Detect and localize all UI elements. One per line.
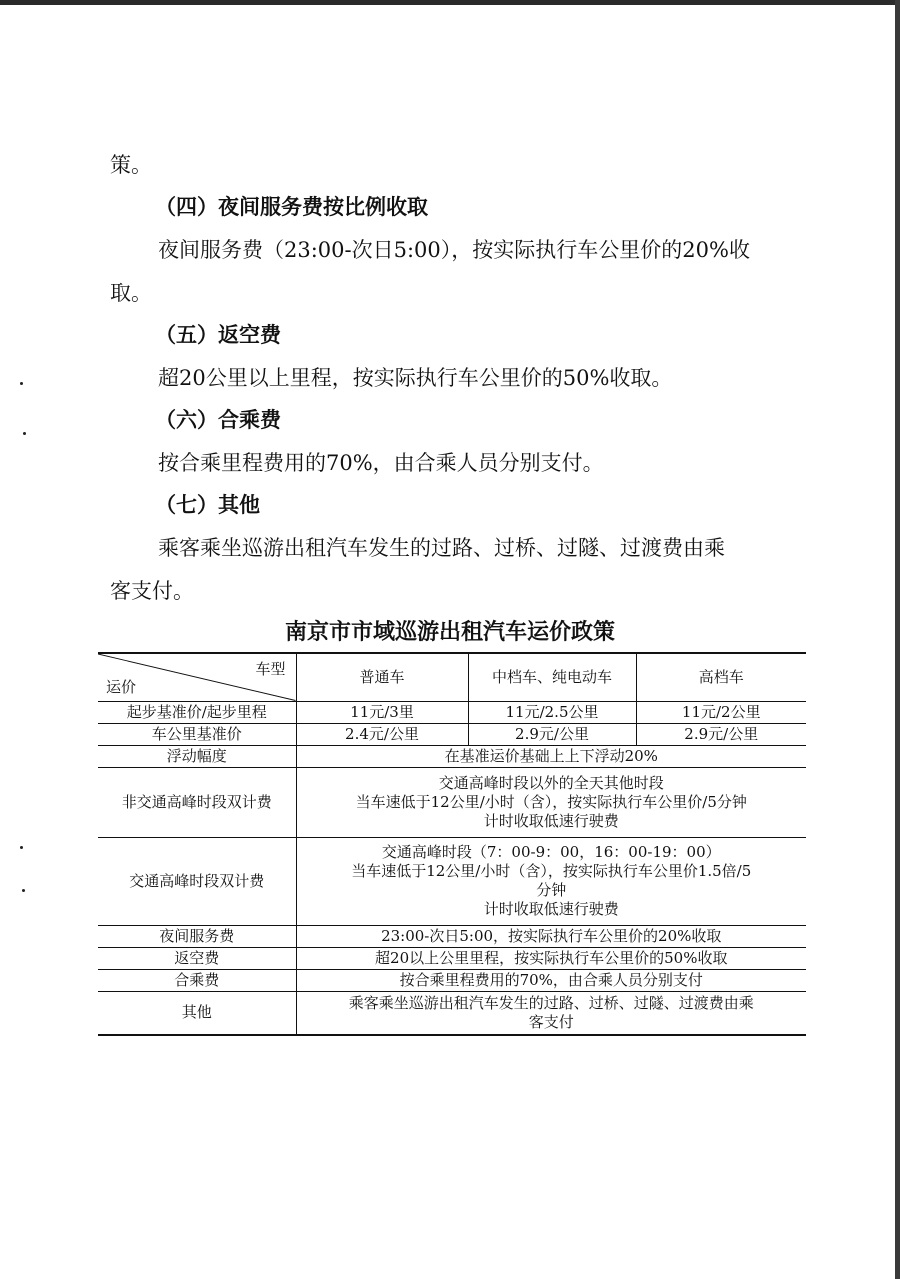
row-label: 非交通高峰时段双计费: [98, 767, 296, 837]
cell-text-line: 乘客乘坐巡游出租汽车发生的过路、过桥、过隧、过渡费由乘: [348, 993, 754, 1012]
table-cell: 2.9元/公里: [636, 723, 806, 745]
cell-text-line: 当车速低于12公里/小时（含），按实际执行车公里价1.5倍/5: [351, 862, 752, 880]
table-title: 南京市市域巡游出租汽车运价政策: [284, 620, 615, 645]
column-header: 普通车: [296, 653, 468, 701]
row-label: 合乘费: [98, 969, 296, 991]
paragraph-line: 客支付。: [110, 579, 194, 603]
scan-speck: [23, 432, 26, 435]
scan-speck: [20, 846, 23, 849]
paragraph-line: 超20公里以上里程，按实际执行车公里价的50%收取。: [158, 366, 673, 390]
corner-header-cell: [98, 653, 296, 701]
cell-text-line: 客支付: [528, 1012, 574, 1031]
column-header: 高档车: [636, 653, 806, 701]
table-cell: 2.9元/公里: [468, 723, 636, 745]
fare-policy-table: [98, 652, 806, 1036]
merged-cell: 在基准运价基础上上下浮动20%: [296, 745, 806, 767]
table-row: [98, 947, 806, 969]
cell-text-line: 交通高峰时段（7：00-9：00，16：00-19：00）: [381, 843, 721, 861]
section-heading: （四）夜间服务费按比例收取: [155, 194, 428, 219]
paragraph-line: 取。: [110, 281, 152, 305]
cell-text-line: 分钟: [536, 881, 567, 899]
table-row: [98, 701, 806, 723]
row-label: 浮动幅度: [98, 745, 296, 767]
scan-speck: [22, 889, 25, 892]
paragraph-line: 策。: [110, 153, 152, 177]
paragraph-line: 夜间服务费（23:00-次日5:00），按实际执行车公里价的20%收: [158, 238, 750, 262]
row-label: 交通高峰时段双计费: [98, 837, 296, 925]
cell-text-line: 交通高峰时段以外的全天其他时段: [438, 773, 664, 792]
scan-edge-top: [0, 0, 900, 5]
table-header-row: [98, 653, 806, 701]
paragraph-line: 乘客乘坐巡游出租汽车发生的过路、过桥、过隧、过渡费由乘: [158, 536, 725, 560]
table-cell: 11元/2.5公里: [468, 701, 636, 723]
table-cell: 2.4元/公里: [296, 723, 468, 745]
merged-cell: [296, 991, 806, 1035]
merged-cell: 23:00-次日5:00，按实际执行车公里价的20%收取: [296, 925, 806, 947]
row-label: 车公里基准价: [98, 723, 296, 745]
scan-speck: [20, 382, 23, 385]
corner-header-top: 车型: [255, 660, 286, 678]
merged-cell: 按合乘里程费用的70%，由合乘人员分别支付: [296, 969, 806, 991]
row-label: 夜间服务费: [98, 925, 296, 947]
table-row: [98, 991, 806, 1035]
section-heading: （七）其他: [155, 492, 260, 517]
cell-text-line: 当车速低于12公里/小时（含），按实际执行车公里价/5分钟: [355, 792, 747, 811]
table-row: [98, 767, 806, 837]
merged-cell: [296, 767, 806, 837]
table-row: [98, 925, 806, 947]
table-row: [98, 745, 806, 767]
section-heading: （六）合乘费: [155, 407, 281, 432]
section-heading: （五）返空费: [155, 322, 281, 347]
row-label: 其他: [98, 991, 296, 1035]
column-header: 中档车、纯电动车: [468, 653, 636, 701]
paragraph-line: 按合乘里程费用的70%，由合乘人员分别支付。: [158, 451, 604, 475]
corner-header-bottom: 运价: [106, 677, 137, 696]
table-cell: 11元/3里: [296, 701, 468, 723]
table-row: [98, 837, 806, 925]
row-label: 起步基准价/起步里程: [98, 701, 296, 723]
table-cell: 11元/2公里: [636, 701, 806, 723]
row-label: 返空费: [98, 947, 296, 969]
cell-text-line: 计时收取低速行驶费: [483, 811, 619, 830]
merged-cell: 超20以上公里里程，按实际执行车公里价的50%收取: [296, 947, 806, 969]
merged-cell: [296, 837, 806, 925]
table-row: [98, 723, 806, 745]
table-row: [98, 969, 806, 991]
cell-text-line: 计时收取低速行驶费: [483, 900, 619, 918]
